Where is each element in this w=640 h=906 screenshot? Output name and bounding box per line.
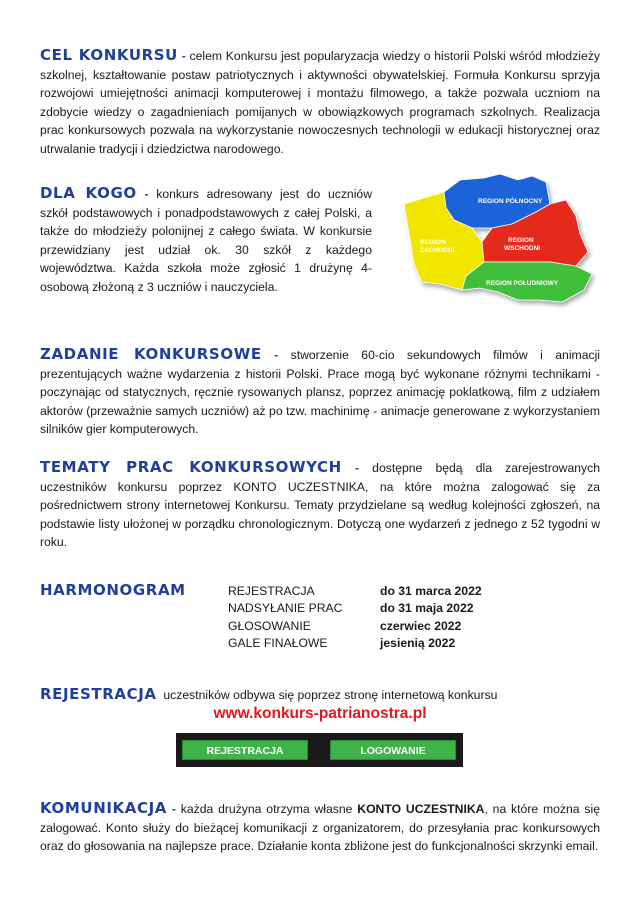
region-south-label: REGION POŁUDNIOWY bbox=[486, 280, 559, 287]
schedule-row bbox=[228, 600, 482, 617]
topics-heading: TEMATY PRAC KONKURSOWYCH bbox=[40, 458, 342, 476]
communication-text-bold: KONTO UCZESTNIKA bbox=[357, 802, 485, 816]
goal-separator: - bbox=[177, 49, 190, 63]
communication-separator: - bbox=[166, 802, 181, 816]
schedule-row bbox=[228, 618, 482, 635]
schedule-table bbox=[228, 583, 482, 652]
section-audience bbox=[40, 184, 372, 297]
schedule-date: jesienią 2022 bbox=[380, 635, 456, 650]
region-west-label-line2: ZACHODNI bbox=[420, 247, 455, 254]
topics-separator: - bbox=[341, 461, 373, 475]
communication-text-2: , na które można się zalogować. Konto służy do bieżącej komunikacji z organizatorem, do przesyłania prac konkursowych oraz do głosowania na najlepsze prace. Działanie konta zbliżone jest do funkcjonalności skrzynki email. bbox=[40, 802, 600, 854]
section-topics bbox=[40, 458, 600, 552]
region-west-label-line1: REGION bbox=[420, 239, 446, 246]
schedule-label: GALE FINAŁOWE bbox=[228, 635, 328, 650]
goal-heading: CEL KONKURSU bbox=[40, 46, 178, 64]
schedule-row bbox=[228, 635, 482, 652]
schedule-label: GŁOSOWANIE bbox=[228, 618, 311, 633]
login-button[interactable]: LOGOWANIE bbox=[330, 740, 456, 760]
audience-text: konkurs adresowany jest do uczniów szkół podstawowych i ponadpodstawowych z całej Polski, a także do młodzieży polonijnej z całego świata. W konkursie przewidziany jest udział ok. 30 szkół z każdego województwa. Każda szkoła może zgłosić 1 drużynę 4-osobową złożoną z 3 uczniów i nauczyciela. bbox=[40, 187, 372, 294]
schedule-date: do 31 marca 2022 bbox=[380, 584, 482, 598]
task-heading: ZADANIE KONKURSOWE bbox=[40, 345, 262, 363]
registration-heading: REJESTRACJA bbox=[40, 685, 157, 703]
region-north-label: REGION PÓŁNOCNY bbox=[478, 198, 543, 205]
schedule-date: czerwiec 2022 bbox=[380, 618, 462, 633]
audience-heading: DLA KOGO bbox=[40, 184, 137, 202]
schedule-label: REJESTRACJA bbox=[228, 584, 315, 598]
schedule-row bbox=[228, 583, 482, 600]
section-goal bbox=[40, 46, 600, 159]
audience-separator: - bbox=[136, 187, 157, 201]
task-text: stworzenie 60-cio sekundowych filmów i animacji prezentujących ważne wydarzenia z historii Polski. Prace mogą być wykonane różnymi technikami - poczynając od statycznych, ręcznie rysowanych plansz, poprzez animację poklatkową, film z udziałem aktorów (przeważnie samych uczniów) aż po tzw. machinimę - animacje generowane z wykorzystaniem silników gier komputerowych. bbox=[40, 348, 600, 437]
poland-regions-map bbox=[400, 170, 605, 318]
section-communication bbox=[40, 799, 600, 856]
section-registration bbox=[40, 685, 497, 703]
region-east-label-line1: REGION bbox=[508, 237, 534, 244]
registration-text: uczestników odbywa się poprzez stronę internetową konkursu bbox=[163, 688, 498, 702]
schedule-label: NADSYŁANIE PRAC bbox=[228, 601, 343, 616]
topics-text-1: dostępne będą dla zarejestrowanych uczestników konkursu poprzez bbox=[40, 461, 600, 494]
register-button[interactable]: REJESTRACJA bbox=[182, 740, 308, 760]
contest-website-link[interactable]: www.konkurs-patrianostra.pl bbox=[213, 705, 427, 722]
topics-text-2: , na które można zalogować się za pośrednictwem strony internetowej Konkursu. Tematy przydzielane są według kolejności zgłoszeń, na podstawie listy ułożonej w porządku chronologicznym. Dotyczą one wydarzeń z jednego z 52 tygodni w roku. bbox=[40, 479, 600, 550]
region-east-label-line2: WSCHODNI bbox=[504, 245, 541, 252]
topics-text-bold: KONTO UCZESTNIKA bbox=[233, 479, 366, 494]
goal-text: celem Konkursu jest popularyzacja wiedzy o historii Polski wśród młodzieży szkolnej, kształtowanie postaw patriotycznych i aktywności obywatelskiej. Formuła Konkursu sprzyja rozwojowi umiejętności animacji komputerowej i montażu filmowego, a także pozwala uczniom na zdobycie wiedzy o zagadnieniach pomijanych w obowiązkowych programach szkolnych. Realizacja prac konkursowych pozwala na wykorzystanie nowoczesnych technologii w edukacji historycznej oraz utrwalanie tradycji i dziedzictwa narodowego. bbox=[40, 49, 600, 156]
task-separator: - bbox=[261, 348, 291, 362]
registration-button-bar bbox=[176, 733, 463, 767]
schedule-date: do 31 maja 2022 bbox=[380, 601, 474, 616]
communication-heading: KOMUNIKACJA bbox=[40, 799, 167, 817]
schedule-heading: HARMONOGRAM bbox=[40, 581, 186, 599]
section-task bbox=[40, 345, 600, 439]
communication-text-1: każda drużyna otrzyma własne bbox=[180, 802, 358, 816]
